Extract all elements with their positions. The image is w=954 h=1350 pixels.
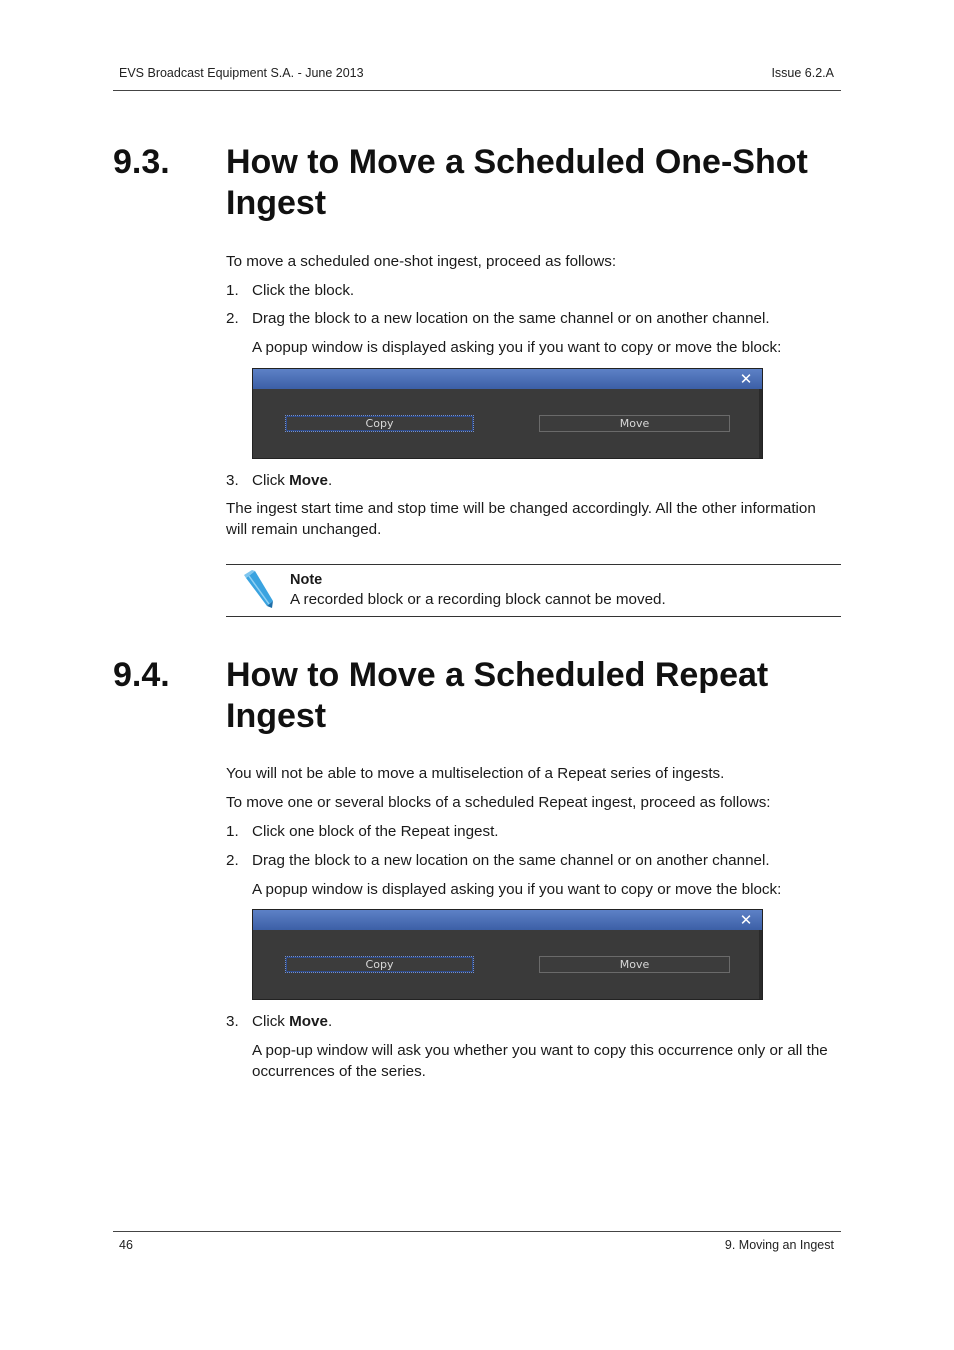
dialog-edge [759,389,762,458]
step-text-suffix: . [327,472,333,489]
result-line: occurrences of the series. [252,1063,426,1080]
result-line: The ingest start time and stop time will be changed accordingly. All the other information [226,500,816,517]
step-number: 1. [226,282,239,299]
dialog-edge [759,930,762,999]
footer-rule [113,1231,841,1232]
section-number: 9.3. [113,143,170,181]
step-text-suffix: . [327,1013,333,1030]
section-title [226,142,808,224]
result-paragraph [252,1040,828,1082]
step-text-bold: Move [289,472,328,489]
page-number: 46 [119,1238,133,1252]
step-text-prefix: Click [252,1013,290,1030]
note-bottom-rule [226,616,841,617]
result-line: will remain unchanged. [226,521,382,538]
copy-move-dialog [252,368,763,459]
step-number: 1. [226,823,239,840]
note-text: A recorded block or a recording block cannot be moved. [290,591,666,608]
note-top-rule [226,564,841,565]
step-number: 3. [226,472,239,489]
header-rule [113,90,841,91]
result-line: A pop-up window will ask you whether you want to copy this occurrence only or all the [252,1042,828,1059]
step-text-bold: Move [289,1013,328,1030]
close-icon[interactable]: ✕ [739,370,753,388]
paragraph: To move one or several blocks of a scheduled Repeat ingest, proceed as follows: [226,794,771,811]
step-text: Drag the block to a new location on the same channel or on another channel. [252,310,770,327]
header-left: EVS Broadcast Equipment S.A. - June 2013 [119,66,364,80]
dialog-title-bar [253,369,762,389]
section-title-line2: Ingest [226,184,327,222]
dialog-title-bar [253,910,762,930]
close-icon[interactable]: ✕ [739,911,753,929]
section-number: 9.4. [113,656,170,694]
section-title [226,655,768,737]
header-right: Issue 6.2.A [771,66,834,80]
step-number: 2. [226,310,239,327]
pencil-icon-svg [240,568,276,610]
note-title: Note [290,572,323,588]
step-number: 3. [226,1013,239,1030]
step-text [252,470,332,491]
copy-move-dialog [252,909,763,1000]
section-title-line2: Ingest [226,697,327,735]
paragraph: You will not be able to move a multiselection of a Repeat series of ingests. [226,765,725,782]
move-button[interactable]: Move [539,415,730,432]
copy-button[interactable]: Copy [285,415,474,432]
step-subtext: A popup window is displayed asking you if you want to copy or move the block: [252,881,782,898]
step-number: 2. [226,852,239,869]
intro-paragraph: To move a scheduled one-shot ingest, proceed as follows: [226,253,617,270]
copy-button[interactable]: Copy [285,956,474,973]
move-button[interactable]: Move [539,956,730,973]
section-title-line1: How to Move a Scheduled Repeat [226,656,769,694]
pencil-icon [240,568,276,610]
result-paragraph [226,498,816,540]
step-text: Click the block. [252,282,355,299]
section-title-line1: How to Move a Scheduled One-Shot [226,143,808,181]
footer-chapter: 9. Moving an Ingest [724,1238,834,1252]
step-text: Click one block of the Repeat ingest. [252,823,499,840]
step-subtext: A popup window is displayed asking you if you want to copy or move the block: [252,339,782,356]
step-text [252,1011,332,1032]
step-text-prefix: Click [252,472,290,489]
step-text: Drag the block to a new location on the same channel or on another channel. [252,852,770,869]
